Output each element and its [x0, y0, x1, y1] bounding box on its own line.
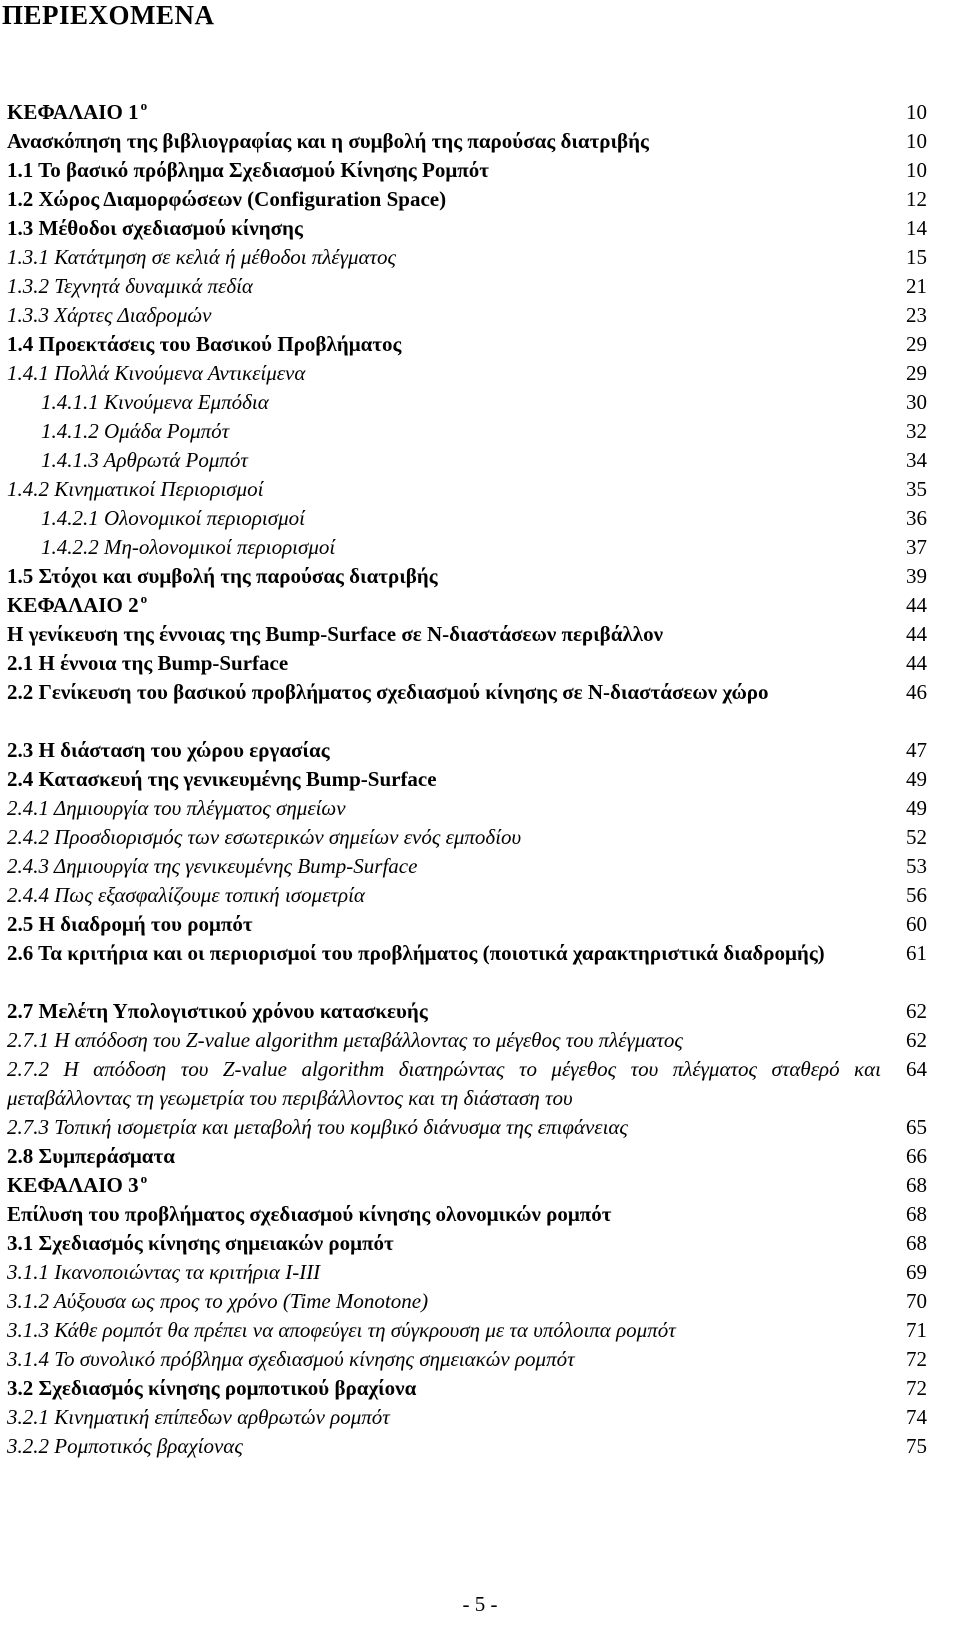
- toc-entry-title: [7, 1345, 891, 1374]
- toc-entry-text: 1.5 Στόχοι και συμβολή της παρούσας διατριβής: [7, 564, 438, 588]
- toc-entry-text: 2.7.1 Η απόδοση του Z-value algorithm μεταβάλλοντας το μέγεθος του πλέγματος: [7, 1028, 683, 1052]
- toc-entry[interactable]: [7, 1055, 927, 1113]
- toc-entry-text: 3.1.4 Το συνολικό πρόβλημα σχεδιασμού κίνησης σημειακών ρομπότ: [7, 1347, 575, 1371]
- toc-entry-title: [7, 1200, 891, 1229]
- toc-entry-text: 2.7.3 Τοπική ισομετρία και μεταβολή του κομβικό διάνυσμα της επιφάνειας: [7, 1115, 628, 1139]
- toc-entry-page-number: 52: [906, 825, 927, 849]
- toc-entry[interactable]: [7, 214, 927, 243]
- toc-entry-text: 3.1.3 Κάθε ρομπότ θα πρέπει να αποφεύγει τη σύγκρουση με τα υπόλοιπα ρομπότ: [7, 1318, 676, 1342]
- toc-entry-text: 2.7 Μελέτη Υπολογιστικού χρόνου κατασκευής: [7, 999, 428, 1023]
- toc-entry-title: [7, 678, 891, 707]
- chapter-ordinal-superscript: ο: [140, 98, 148, 113]
- toc-entry-title: [7, 1142, 891, 1171]
- toc-entry[interactable]: [7, 417, 927, 446]
- toc-entry-text: 1.4.2 Κινηματικοί Περιορισμοί: [7, 477, 264, 501]
- toc-entry-page-number: 29: [906, 361, 927, 385]
- toc-entry-text: 1.3.2 Τεχνητά δυναμικά πεδία: [7, 274, 253, 298]
- table-of-contents: [7, 98, 927, 1461]
- toc-entry[interactable]: [7, 823, 927, 852]
- toc-entry-text: 1.3.3 Χάρτες Διαδρομών: [7, 303, 212, 327]
- toc-entry-title: [7, 794, 891, 823]
- toc-entry-text: 2.4.3 Δημιουργία της γενικευμένης Bump-Surface: [7, 854, 418, 878]
- toc-entry-text: 3.2 Σχεδιασμός κίνησης ρομποτικού βραχίονα: [7, 1376, 417, 1400]
- toc-entry-text: 1.4.1.2 Ομάδα Ρομπότ: [41, 419, 230, 443]
- toc-entry-page-number: 36: [906, 506, 927, 530]
- toc-entry[interactable]: [7, 1113, 927, 1142]
- toc-entry-page-number: 68: [906, 1231, 927, 1255]
- toc-entry-title: [7, 504, 891, 533]
- toc-entry-page-number: 21: [906, 274, 927, 298]
- toc-entry[interactable]: [7, 446, 927, 475]
- toc-entry-text: 2.2 Γενίκευση του βασικού προβλήματος σχεδιασμού κίνησης σε N-διαστάσεων χώρο: [7, 680, 769, 704]
- toc-entry-page-number: 47: [906, 738, 927, 762]
- toc-entry-page-number: 15: [906, 245, 927, 269]
- toc-entry-title: [7, 127, 891, 156]
- toc-entry-title: [7, 214, 891, 243]
- toc-entry-page-number: 32: [906, 419, 927, 443]
- toc-entry-page-number: 29: [906, 332, 927, 356]
- toc-entry-text: ΚΕΦΑΛΑΙΟ 2: [7, 593, 139, 617]
- toc-entry-title: [7, 910, 891, 939]
- toc-entry-text: 2.3 Η διάσταση του χώρου εργασίας: [7, 738, 330, 762]
- toc-entry-page-number: 30: [906, 390, 927, 414]
- toc-entry-text: 3.1.2 Αύξουσα ως προς το χρόνο (Time Monotone): [7, 1289, 429, 1313]
- toc-entry-title: [7, 620, 891, 649]
- toc-entry-page-number: 14: [906, 216, 927, 240]
- toc-entry-title: [7, 1171, 891, 1200]
- toc-entry[interactable]: [7, 1200, 927, 1229]
- toc-entry-title: [7, 939, 891, 968]
- toc-entry-text: 2.6 Τα κριτήρια και οι περιορισμοί του προβλήματος (ποιοτικά χαρακτηριστικά διαδρομής): [7, 941, 825, 965]
- toc-entry-page-number: 49: [906, 796, 927, 820]
- toc-entry-title: [7, 881, 891, 910]
- toc-entry-page-number: 10: [906, 158, 927, 182]
- toc-entry-text: 1.4.1.1 Κινούμενα Εμπόδια: [41, 390, 269, 414]
- toc-entry[interactable]: [7, 533, 927, 562]
- toc-entry[interactable]: [7, 1142, 927, 1171]
- toc-entry[interactable]: [7, 1403, 927, 1432]
- toc-entry[interactable]: [7, 1229, 927, 1258]
- toc-entry-text: 2.4.2 Προσδιορισμός των εσωτερικών σημείων ενός εμποδίου: [7, 825, 522, 849]
- chapter-ordinal-superscript: ο: [140, 591, 148, 606]
- toc-entry-title: [7, 1374, 891, 1403]
- toc-entry[interactable]: [7, 388, 927, 417]
- toc-entry-title: [7, 1432, 891, 1461]
- toc-entry[interactable]: [7, 504, 927, 533]
- toc-entry[interactable]: [7, 852, 927, 881]
- toc-entry[interactable]: [7, 1432, 927, 1461]
- toc-entry-text: 1.4.2.2 Μη-ολονομικοί περιορισμοί: [41, 535, 336, 559]
- toc-entry-page-number: 75: [906, 1434, 927, 1458]
- toc-entry-page-number: 62: [906, 1028, 927, 1052]
- toc-entry-text: 1.3.1 Κατάτμηση σε κελιά ή μέθοδοι πλέγματος: [7, 245, 397, 269]
- toc-entry[interactable]: [7, 475, 927, 504]
- toc-entry-title: [7, 533, 891, 562]
- toc-entry-text: 3.2.1 Κινηματική επίπεδων αρθρωτών ρομπότ: [7, 1405, 390, 1429]
- toc-entry-page-number: 74: [906, 1405, 927, 1429]
- toc-entry-page-number: 34: [906, 448, 927, 472]
- toc-entry-text: 2.5 Η διαδρομή του ρομπότ: [7, 912, 253, 936]
- toc-entry-title: [7, 852, 891, 881]
- toc-entry-title: [7, 185, 891, 214]
- toc-entry-title: [7, 649, 891, 678]
- toc-entry-title: [7, 1055, 891, 1113]
- toc-entry-text: 1.1 Το βασικό πρόβλημα Σχεδιασμού Κίνησης Ρομπότ: [7, 158, 489, 182]
- toc-entry-page-number: 68: [906, 1173, 927, 1197]
- toc-entry-page-number: 12: [906, 187, 927, 211]
- toc-entry-title: [7, 272, 891, 301]
- toc-entry-title: [7, 765, 891, 794]
- toc-entry[interactable]: [7, 649, 927, 678]
- toc-entry[interactable]: [7, 591, 927, 620]
- toc-entry-page-number: 66: [906, 1144, 927, 1168]
- toc-entry-text: 1.4.1 Πολλά Κινούμενα Αντικείμενα: [7, 361, 306, 385]
- toc-entry-title: [7, 1229, 891, 1258]
- page-title: ΠΕΡΙΕΧΟΜΕΝΑ: [2, 0, 215, 30]
- toc-entry-text: Επίλυση του προβλήματος σχεδιασμού κίνησης ολονομικών ρομπότ: [7, 1202, 612, 1226]
- toc-entry-page-number: 35: [906, 477, 927, 501]
- toc-entry-title: [7, 330, 891, 359]
- toc-entry[interactable]: [7, 1345, 927, 1374]
- toc-entry-page-number: 56: [906, 883, 927, 907]
- toc-entry-page-number: 60: [906, 912, 927, 936]
- toc-entry-title: [7, 1258, 891, 1287]
- toc-entry[interactable]: [7, 765, 927, 794]
- toc-entry-text: 1.4 Προεκτάσεις του Βασικού Προβλήματος: [7, 332, 402, 356]
- toc-entry-text: 1.2 Χώρος Διαμορφώσεων (Configuration Space): [7, 187, 447, 211]
- toc-entry-text: 3.2.2 Ρομποτικός βραχίονας: [7, 1434, 243, 1458]
- toc-entry-title: [7, 359, 891, 388]
- toc-entry-text: Ανασκόπηση της βιβλιογραφίας και η συμβολή της παρούσας διατριβής: [7, 129, 649, 153]
- toc-entry[interactable]: [7, 794, 927, 823]
- toc-entry-page-number: 39: [906, 564, 927, 588]
- toc-entry-page-number: 64: [906, 1057, 927, 1081]
- toc-entry-page-number: 72: [906, 1376, 927, 1400]
- toc-entry[interactable]: [7, 127, 927, 156]
- toc-entry-page-number: 62: [906, 999, 927, 1023]
- toc-entry[interactable]: [7, 1374, 927, 1403]
- toc-entry-title: [7, 1113, 891, 1142]
- toc-entry[interactable]: [7, 359, 927, 388]
- toc-entry[interactable]: [7, 98, 927, 127]
- toc-entry[interactable]: [7, 1171, 927, 1200]
- toc-entry-page-number: 71: [906, 1318, 927, 1342]
- toc-entry-text: 2.1 Η έννοια της Bump-Surface: [7, 651, 289, 675]
- toc-entry[interactable]: [7, 1258, 927, 1287]
- toc-entry-text: 1.3 Μέθοδοι σχεδιασμού κίνησης: [7, 216, 303, 240]
- toc-entry-title: [7, 243, 891, 272]
- toc-entry-text: 2.4.4 Πως εξασφαλίζουμε τοπική ισομετρία: [7, 883, 365, 907]
- toc-entry-text: 3.1.1 Ικανοποιώντας τα κριτήρια I-III: [7, 1260, 321, 1284]
- toc-entry[interactable]: [7, 620, 927, 649]
- toc-entry[interactable]: [7, 243, 927, 272]
- toc-entry-page-number: 69: [906, 1260, 927, 1284]
- toc-entry-text: 2.7.2 Η απόδοση του Z-value algorithm διατηρώντας το μέγεθος του πλέγματος σταθερό και μεταβάλλοντας τη γεωμετρία του περιβάλλοντος και τη διάσταση του: [7, 1057, 881, 1110]
- toc-entry-page-number: 46: [906, 680, 927, 704]
- toc-entry-text: Η γενίκευση της έννοιας της Bump-Surface σε N-διαστάσεων περιβάλλον: [7, 622, 663, 646]
- toc-entry[interactable]: [7, 562, 927, 591]
- toc-entry[interactable]: [7, 330, 927, 359]
- chapter-ordinal-superscript: ο: [140, 1171, 148, 1186]
- toc-entry-text: 3.1 Σχεδιασμός κίνησης σημειακών ρομπότ: [7, 1231, 394, 1255]
- page-number-footer: - 5 -: [462, 1592, 498, 1616]
- toc-entry-title: [7, 562, 891, 591]
- toc-entry[interactable]: [7, 1026, 927, 1055]
- toc-entry-page-number: 37: [906, 535, 927, 559]
- toc-entry-title: [7, 1026, 891, 1055]
- toc-entry-title: [7, 823, 891, 852]
- toc-entry-page-number: 70: [906, 1289, 927, 1313]
- toc-entry-title: [7, 1316, 891, 1345]
- toc-entry-text: 2.4.1 Δημιουργία του πλέγματος σημείων: [7, 796, 346, 820]
- toc-entry-text: 1.4.1.3 Αρθρωτά Ρομπότ: [41, 448, 248, 472]
- toc-entry-title: [7, 1403, 891, 1432]
- toc-entry-page-number: 10: [906, 100, 927, 124]
- toc-entry-page-number: 61: [906, 941, 927, 965]
- toc-entry-title: [7, 388, 891, 417]
- toc-entry-title: [7, 301, 891, 330]
- toc-entry-title: [7, 997, 891, 1026]
- toc-entry[interactable]: [7, 185, 927, 214]
- toc-entry[interactable]: [7, 301, 927, 330]
- toc-entry-title: [7, 417, 891, 446]
- toc-entry-page-number: 72: [906, 1347, 927, 1371]
- toc-entry[interactable]: [7, 881, 927, 910]
- toc-entry-title: [7, 475, 891, 504]
- toc-entry-page-number: 53: [906, 854, 927, 878]
- toc-entry-page-number: 10: [906, 129, 927, 153]
- toc-entry-title: [7, 736, 891, 765]
- toc-entry-page-number: 68: [906, 1202, 927, 1226]
- toc-entry-page-number: 44: [906, 622, 927, 646]
- toc-entry[interactable]: [7, 678, 927, 736]
- toc-entry-text: 2.4 Κατασκευή της γενικευμένης Bump-Surface: [7, 767, 437, 791]
- toc-entry[interactable]: [7, 1287, 927, 1316]
- toc-entry-text: 2.8 Συμπεράσματα: [7, 1144, 175, 1168]
- toc-entry-page-number: 49: [906, 767, 927, 791]
- toc-entry-title: [7, 591, 891, 620]
- toc-entry[interactable]: [7, 910, 927, 939]
- toc-entry-text: ΚΕΦΑΛΑΙΟ 1: [7, 100, 139, 124]
- toc-entry-title: [7, 98, 891, 127]
- toc-entry[interactable]: [7, 736, 927, 765]
- toc-entry[interactable]: [7, 156, 927, 185]
- toc-entry-page-number: 44: [906, 651, 927, 675]
- toc-entry-text: ΚΕΦΑΛΑΙΟ 3: [7, 1173, 139, 1197]
- toc-entry-title: [7, 446, 891, 475]
- toc-entry[interactable]: [7, 939, 927, 997]
- toc-entry[interactable]: [7, 272, 927, 301]
- toc-entry-page-number: 23: [906, 303, 927, 327]
- toc-entry-page-number: 44: [906, 593, 927, 617]
- toc-entry[interactable]: [7, 997, 927, 1026]
- toc-entry-title: [7, 1287, 891, 1316]
- toc-entry-text: 1.4.2.1 Ολονομικοί περιορισμοί: [41, 506, 305, 530]
- toc-entry-title: [7, 156, 891, 185]
- toc-entry-page-number: 65: [906, 1115, 927, 1139]
- toc-entry[interactable]: [7, 1316, 927, 1345]
